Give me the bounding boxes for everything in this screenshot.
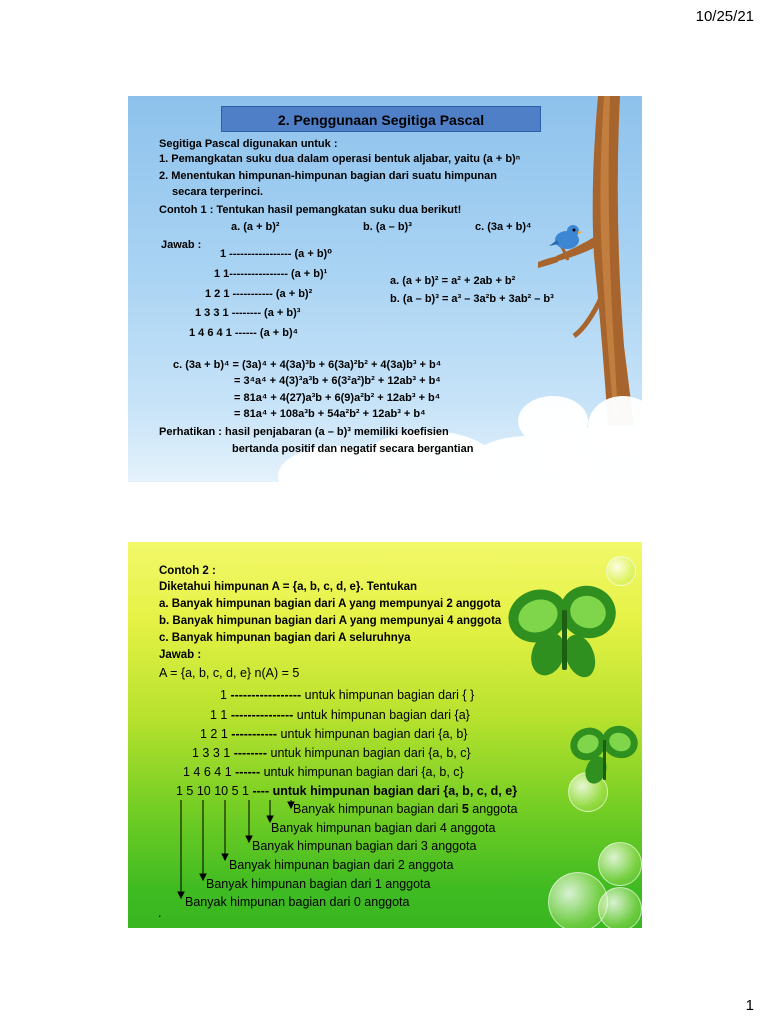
text-line: Contoh 2 : [159,565,216,577]
perhatikan-line: bertanda positif dan negatif secara bergantian [232,443,474,455]
pascal-row: 1 ----------------- (a + b)⁰ [220,248,333,260]
text-line: secara terperinci. [172,186,264,198]
answer-c-line: = 81a⁴ + 108a³b + 54a²b² + 12ab³ + b⁴ [234,408,426,420]
answer-c-line: = 3⁴a⁴ + 4(3)³a³b + 6(3²a²)b² + 12ab³ + b⁴ [234,375,441,387]
answer-b: b. (a – b)³ = a³ – 3a²b + 3ab² – b³ [390,293,554,305]
question-c: c. (3a + b)⁴ [475,221,532,233]
text-line: Diketahui himpunan A = {a, b, c, d, e}. Tentukan [159,581,418,593]
subset-count-label: Banyak himpunan bagian dari 1 anggota [206,877,431,891]
subset-count-label: Banyak himpunan bagian dari 5 anggota [293,802,518,816]
text-line: A = {a, b, c, d, e} n(A) = 5 [159,666,300,680]
pascal-row: 1 3 3 1 -------- untuk himpunan bagian dari {a, b, c} [192,746,471,760]
subset-count-label: Banyak himpunan bagian dari 0 anggota [185,895,410,909]
text-line: 2. Menentukan himpunan-himpunan bagian dari suatu himpunan [159,170,497,182]
question-b: b. (a – b)³ [363,221,412,233]
subset-count-label: Banyak himpunan bagian dari 3 anggota [252,839,477,853]
stray-dot: . [158,906,162,920]
pascal-row: 1 1 --------------- untuk himpunan bagian dari {a} [210,708,470,722]
slide-2 [128,542,642,928]
text-line: Contoh 1 : Tentukan hasil pemangkatan suku dua berikut! [159,204,462,216]
text-line: Segitiga Pascal digunakan untuk : [159,138,338,150]
pascal-row: 1 1---------------- (a + b)¹ [214,268,328,280]
slide-1 [128,96,642,482]
slide-title: 2. Penggunaan Segitiga Pascal [221,106,541,132]
pascal-row: 1 4 6 4 1 ------ (a + b)⁴ [189,327,299,339]
pascal-row: 1 3 3 1 -------- (a + b)³ [195,307,301,319]
question-a: a. (a + b)² [231,221,280,233]
text-line: b. Banyak himpunan bagian dari A yang mempunyai 4 anggota [159,615,502,627]
pascal-row: 1 2 1 ----------- untuk himpunan bagian dari {a, b} [200,727,468,741]
pascal-row-last: 1 5 10 10 5 1 ---- untuk himpunan bagian dari {a, b, c, d, e} [176,784,518,798]
text-line: c. Banyak himpunan bagian dari A seluruhnya [159,632,411,644]
answer-c-line: c. (3a + b)⁴ = (3a)⁴ + 4(3a)³b + 6(3a)²b² + 4(3a)b³ + b⁴ [173,359,442,371]
subset-count-label: Banyak himpunan bagian dari 4 anggota [271,821,496,835]
page-number: 1 [745,997,754,1014]
text-line: 1. Pemangkatan suku dua dalam operasi bentuk aljabar, yaitu (a + b)ⁿ [159,153,521,165]
jawab-label: Jawab : [161,239,202,251]
answer-a: a. (a + b)² = a² + 2ab + b² [390,275,516,287]
text-line: a. Banyak himpunan bagian dari A yang mempunyai 2 anggota [159,598,501,610]
answer-c-line: = 81a⁴ + 4(27)a³b + 6(9)a²b² + 12ab³ + b⁴ [234,392,441,404]
pascal-row: 1 4 6 4 1 ------ untuk himpunan bagian dari {a, b, c} [183,765,464,779]
page-date: 10/25/21 [695,8,754,25]
jawab-label: Jawab : [159,649,202,661]
pascal-row: 1 2 1 ----------- (a + b)² [205,288,313,300]
cloud [518,396,588,446]
perhatikan-line: Perhatikan : hasil penjabaran (a – b)³ memiliki koefisien [159,426,449,438]
pascal-row: 1 ----------------- untuk himpunan bagian dari { } [220,688,475,702]
bird-icon [549,222,583,252]
subset-count-label: Banyak himpunan bagian dari 2 anggota [229,858,454,872]
